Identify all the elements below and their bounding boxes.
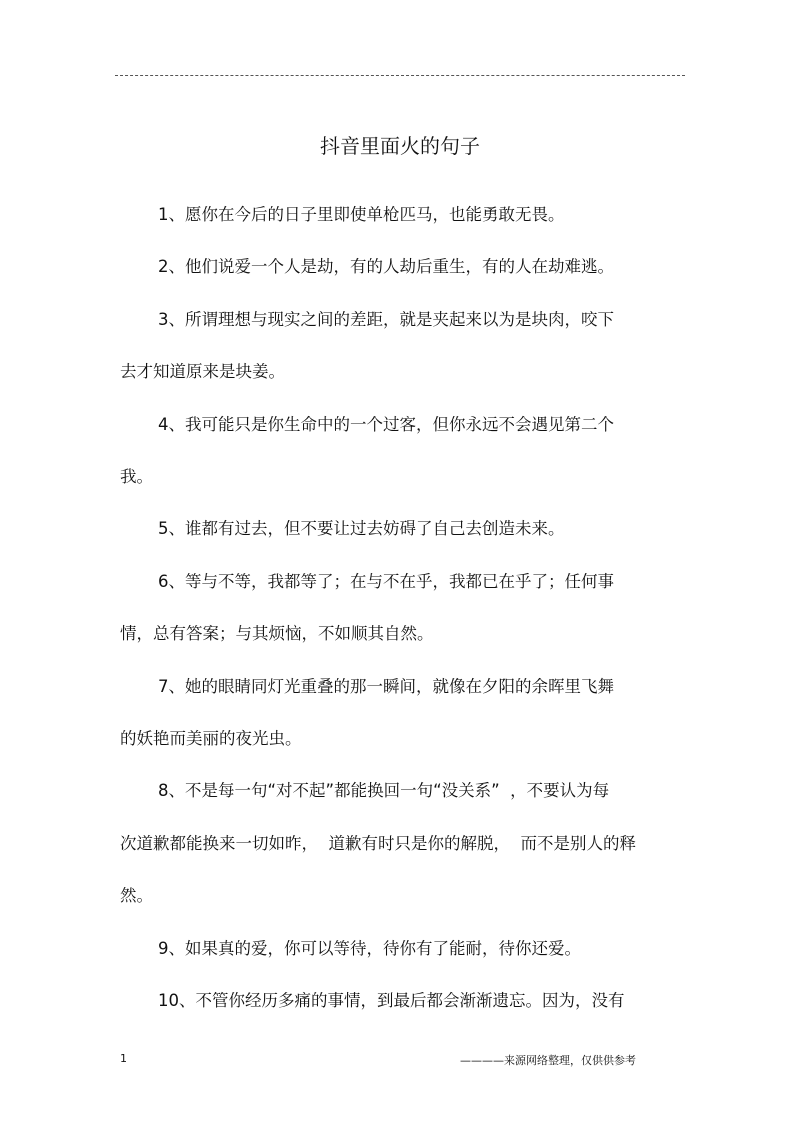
text-line: 2、他们说爱一个人是劫，有的人劫后重生，有的人在劫难逃。 — [158, 257, 614, 277]
text-line: 3、所谓理想与现实之间的差距，就是夹起来以为是块肉，咬下 — [158, 309, 614, 329]
text-line: 7、她的眼睛同灯光重叠的那一瞬间，就像在夕阳的余晖里飞舞 — [158, 676, 614, 696]
header-rule — [115, 75, 685, 76]
text-line: 9、如果真的爱，你可以等待，待你有了能耐，待你还爱。 — [158, 938, 581, 958]
text-line: 去才知道原来是块姜。 — [120, 362, 285, 382]
text-line: 情，总有答案；与其烦恼，不如顺其自然。 — [120, 624, 434, 644]
text-line: 的妖艳而美丽的夜光虫。 — [120, 729, 302, 748]
text-line: 5、谁都有过去，但不要让过去妨碍了自己去创造未来。 — [158, 519, 565, 539]
text-line: 次道歉都能换来一切如昨， 道歉有时只是你的解脱， 而不是别人的释 — [120, 833, 636, 853]
text-line: 我。 — [120, 467, 153, 486]
text-line: 10、不管你经历多痛的事情，到最后都会渐渐遗忘。因为，没有 — [158, 991, 625, 1010]
text-line: 然。 — [120, 886, 153, 906]
text-line: 1、愿你在今后的日子里即使单枪匹马，也能勇敢无畏。 — [158, 205, 565, 224]
text-line: 8、不是每一句“对不起”都能换回一句“没关系” ，不要认为每 — [158, 781, 610, 801]
text-line: 4、我可能只是你生命中的一个过客，但你永远不会遇见第二个 — [158, 414, 614, 434]
page-title: 抖音里面火的句子 — [320, 134, 480, 158]
page-number: 1 — [120, 1052, 127, 1065]
text-line: 6、等与不等，我都等了；在与不在乎，我都已在乎了；任何事 — [158, 571, 614, 591]
footer-note: ————来源网络整理，仅供供参考 — [460, 1054, 636, 1067]
